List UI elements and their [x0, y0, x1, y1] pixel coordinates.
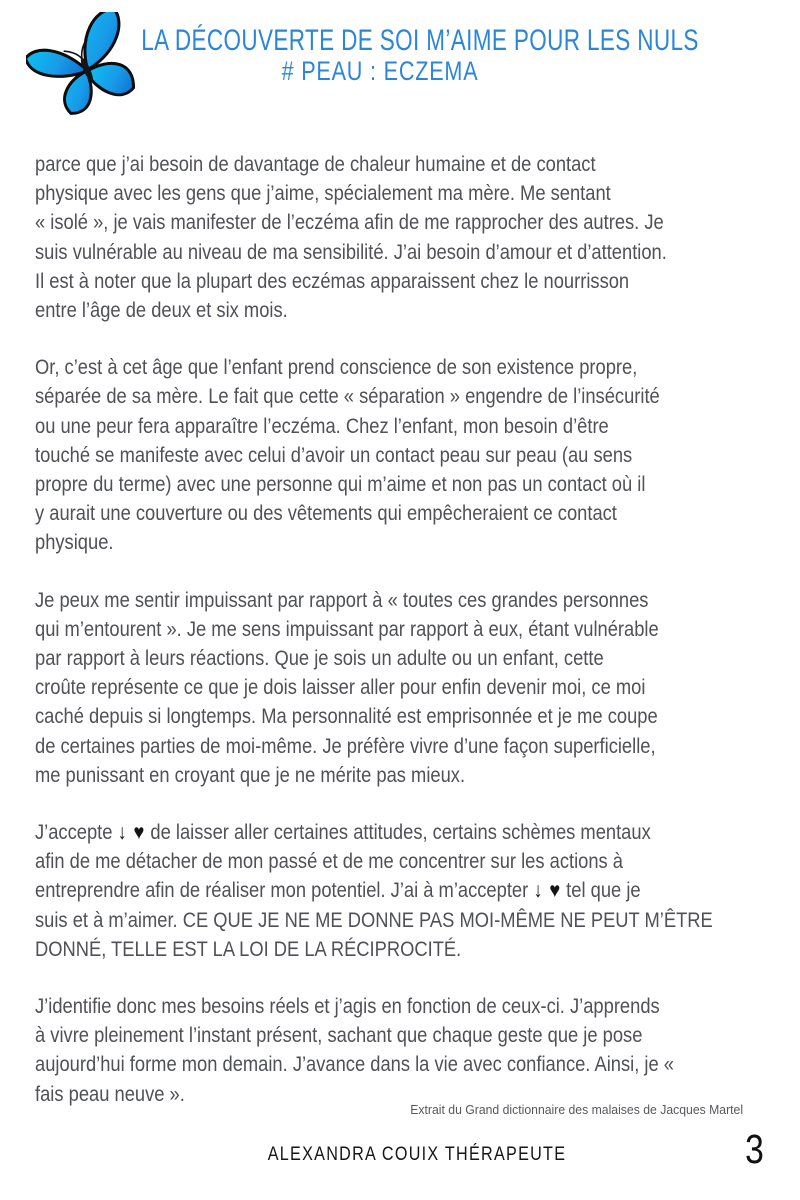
footer-author: ALEXANDRA COUIX THÉRAPEUTE [267, 1144, 567, 1165]
page-number: 3 [745, 1126, 764, 1172]
butterfly-logo-icon [26, 12, 148, 118]
page-subtitle: # PEAU : ECZEMA [281, 56, 479, 86]
body-text [35, 150, 773, 1137]
paragraph: J’identifie donc mes besoins réels et j’agis en fonction de ceux-ci. J’apprends à vivre pleinement l’instant présent, sachant que chaque geste que je pose aujourd’hui forme mon demain. J’avance dans la vie avec confiance. Ainsi, je « fais peau neuve ». [35, 995, 674, 1106]
citation-text: Extrait du Grand dictionnaire des malaises de Jacques Martel [410, 1102, 743, 1117]
paragraph: parce que j’ai besoin de davantage de chaleur humaine et de contact physique avec les gens que j’aime, spécialement ma mère. Me sentant « isolé », je vais manifester de l’eczéma afin de me rapprocher des autres. Je suis vulnérable au niveau de ma sensibilité. J’ai besoin d’amour et d’attention. Il est à noter que la plupart des eczémas apparaissent chez le nourrisson entre l’âge de deux et six mois. [35, 153, 667, 323]
paragraph: J’accepte ↓ ♥ de laisser aller certaines attitudes, certains schèmes mentaux afin de me détacher de mon passé et de me concentrer sur les actions à entreprendre afin de réaliser mon potentiel. J’ai à m’accepter ↓ ♥ tel que je suis et à m’aimer. CE QUE JE NE ME DONNE PAS MOI-MÊME NE PEUT M’ÊTRE DONNÉ, TELLE EST LA LOI DE LA RÉCIPROCITÉ. [35, 821, 713, 961]
paragraph: Or, c’est à cet âge que l’enfant prend conscience de son existence propre, séparée de sa mère. Le fait que cette « séparation » engendre de l’insécurité ou une peur fera apparaître l’eczéma. Chez l’enfant, mon besoin d’être touché se manifeste avec celui d’avoir un contact peau sur peau (au sens propre du terme) avec une personne qui m’aime et non pas un contact où il y aurait une couverture ou des vêtements qui empêcheraient ce contact physique. [35, 356, 660, 555]
arrow-heart-icon: ↓ ♥ [117, 821, 146, 845]
arrow-heart-icon: ↓ ♥ [533, 879, 562, 903]
paragraph: Je peux me sentir impuissant par rapport à « toutes ces grandes personnes qui m’entourent ». Je me sens impuissant par rapport à eux, étant vulnérable par rapport à leurs réactions. Que je sois un adulte ou un enfant, cette croûte représente ce que je dois laisser aller pour enfin devenir moi, ce moi caché depuis si longtemps. Ma personnalité est emprisonnée et je me coupe de certaines parties de moi-même. Je préfère vivre d’une façon superficielle, me punissant en croyant que je ne mérite pas mieux. [35, 588, 659, 787]
page-title: LA DÉCOUVERTE DE SOI M’AIME POUR LES NULS [141, 24, 699, 57]
